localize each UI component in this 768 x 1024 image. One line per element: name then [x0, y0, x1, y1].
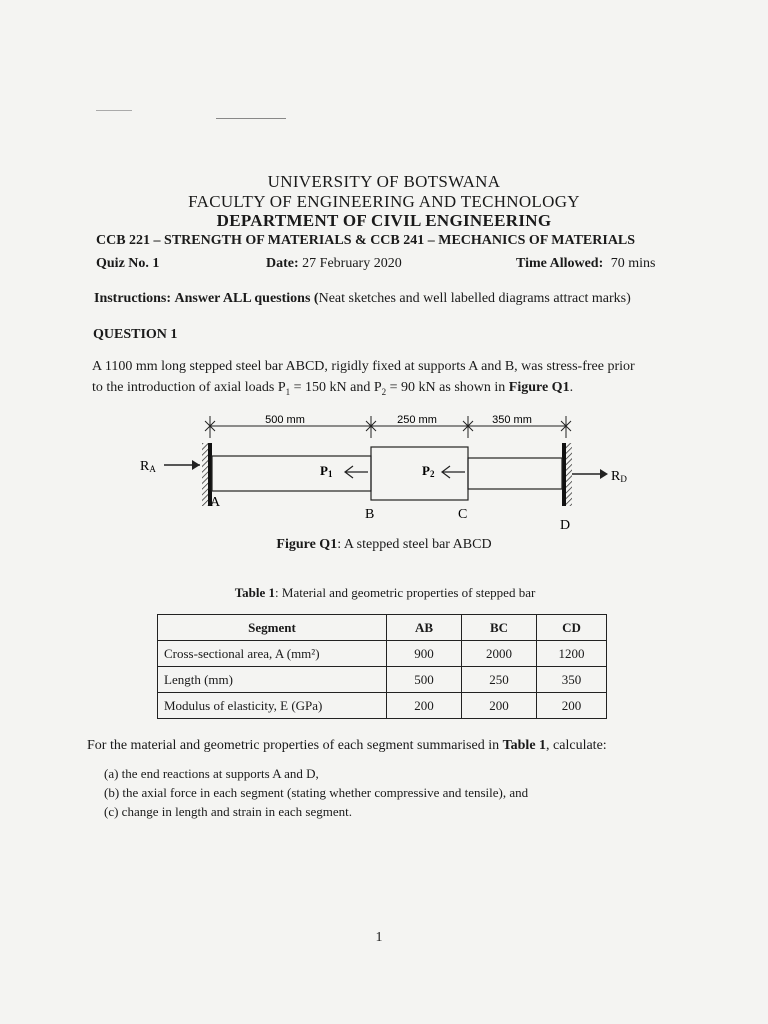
reaction-rd: RD [611, 469, 627, 484]
table-cell: 350 [537, 667, 607, 693]
university-name: UNIVERSITY OF BOTSWANA [267, 172, 501, 191]
table-cell: 200 [537, 693, 607, 719]
load-p2: P2 [422, 463, 435, 479]
table-header-cell: Segment [158, 615, 387, 641]
dimension-bc: 250 mm [397, 414, 437, 426]
reaction-ra: RA [140, 459, 156, 474]
table-cell: 1200 [537, 641, 607, 667]
page-number: 1 [375, 930, 383, 945]
table-cell: 900 [387, 641, 462, 667]
table-caption-text: : Material and geometric properties of stepped bar [275, 585, 536, 600]
tasks-intro: For the material and geometric properties of each segment summarised in Table 1, calculate: [87, 738, 607, 753]
table-row [158, 641, 607, 667]
label-b: B [365, 507, 375, 522]
table-caption [0, 585, 768, 601]
table-cell: Cross-sectional area, A (mm²) [158, 641, 387, 667]
list-item: (b) the axial force in each segment (stating whether compressive and tensile), and [104, 785, 529, 800]
segment-bc [371, 447, 468, 500]
dimension-ab: 500 mm [265, 414, 305, 426]
reaction-rd-arrowhead [600, 469, 608, 479]
table-header-row [158, 615, 607, 641]
table-cell: Modulus of elasticity, E (GPa) [158, 693, 387, 719]
figure-caption [0, 537, 768, 553]
scan-mark [96, 110, 132, 111]
support-d-hatch [566, 443, 572, 506]
table-cell: 200 [387, 693, 462, 719]
dimension-tick-b [366, 416, 376, 438]
question-line-1: A 1100 mm long stepped steel bar ABCD, rigidly fixed at supports A and B, was stress-free prior [92, 359, 635, 374]
label-d: D [560, 518, 571, 533]
question-paragraph [92, 356, 692, 403]
dimension-cd: 350 mm [492, 414, 532, 426]
quiz-date [266, 256, 402, 272]
segment-cd [468, 458, 562, 489]
dimension-tick-d [561, 416, 571, 438]
table-cell: 2000 [462, 641, 537, 667]
figure-reference: Figure Q1 [508, 380, 570, 395]
date-value: 27 February 2020 [302, 256, 402, 271]
time-value: 70 mins [610, 256, 656, 271]
table-header-cell: BC [462, 615, 537, 641]
table-reference: Table 1 [502, 738, 547, 753]
label-c: C [458, 507, 468, 522]
load-p1: P1 [320, 463, 333, 479]
table-cell: 200 [462, 693, 537, 719]
quiz-number: Quiz No. 1 [96, 256, 160, 271]
time-allowed [516, 256, 655, 272]
figure-caption-text: : A stepped steel bar ABCD [337, 537, 492, 552]
time-label: Time Allowed: [516, 256, 604, 271]
table-cell: Length (mm) [158, 667, 387, 693]
table-caption-label: Table 1 [234, 585, 276, 600]
dimension-tick-c [463, 416, 473, 438]
label-a: A [210, 495, 221, 510]
dimension-tick-a [205, 416, 215, 438]
list-item: (a) the end reactions at supports A and D, [104, 766, 319, 781]
table-cell: 250 [462, 667, 537, 693]
properties-table [157, 614, 607, 719]
instructions [94, 291, 631, 307]
question-title: QUESTION 1 [93, 327, 178, 342]
table-row [158, 667, 607, 693]
instructions-label: Instructions: [94, 291, 172, 306]
tasks-list [104, 764, 528, 821]
figure-q1-diagram [130, 408, 640, 536]
instructions-bold: Answer ALL questions ( [174, 291, 319, 306]
date-label: Date: [266, 256, 299, 271]
faculty-name: FACULTY OF ENGINEERING AND TECHNOLOGY [188, 192, 580, 211]
table-row [158, 693, 607, 719]
instructions-text: Neat sketches and well labelled diagrams attract marks) [318, 291, 631, 306]
department-name: DEPARTMENT OF CIVIL ENGINEERING [216, 211, 552, 230]
reaction-ra-arrowhead [192, 460, 200, 470]
course-line: CCB 221 – STRENGTH OF MATERIALS & CCB 241 – MECHANICS OF MATERIALS [96, 233, 636, 248]
question-line-2: to the introduction of axial loads $P_1 = 150$ kN and $P_2 = 90$ kN as shown in Figure Q1. [92, 380, 574, 397]
table-cell: 500 [387, 667, 462, 693]
table-header-cell: AB [387, 615, 462, 641]
table-header-cell: CD [537, 615, 607, 641]
list-item: (c) change in length and strain in each segment. [104, 804, 352, 819]
scan-mark [216, 118, 286, 119]
support-a-hatch [202, 443, 208, 506]
figure-caption-label: Figure Q1 [276, 537, 338, 552]
